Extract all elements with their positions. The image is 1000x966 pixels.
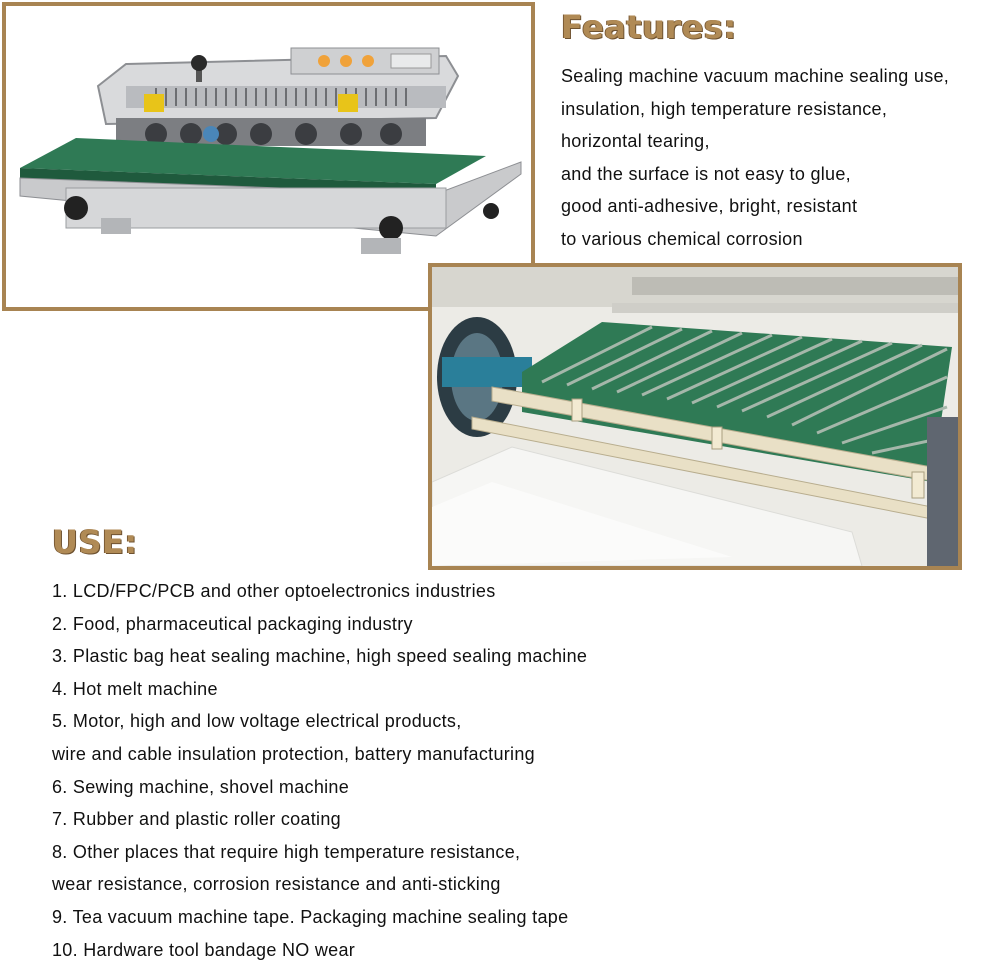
features-line: to various chemical corrosion bbox=[561, 228, 803, 249]
use-list-item: 2. Food, pharmaceutical packaging industry bbox=[52, 613, 413, 634]
use-heading: USE: bbox=[52, 523, 138, 561]
features-line: insulation, high temperature resistance, bbox=[561, 98, 888, 119]
conveyor-illustration bbox=[432, 267, 958, 566]
features-text bbox=[561, 60, 949, 256]
features-line: and the surface is not easy to glue, bbox=[561, 163, 851, 184]
features-line: good anti-adhesive, bright, resistant bbox=[561, 196, 858, 217]
use-list-item: 9. Tea vacuum machine tape. Packaging machine sealing tape bbox=[52, 906, 569, 927]
use-list-item: 6. Sewing machine, shovel machine bbox=[52, 776, 350, 797]
use-list bbox=[52, 575, 587, 966]
use-list-item: 3. Plastic bag heat sealing machine, high speed sealing machine bbox=[52, 646, 588, 667]
sealing-machine-illustration bbox=[6, 6, 531, 307]
use-list-item: 1. LCD/FPC/PCB and other optoelectronics industries bbox=[52, 581, 496, 601]
use-list-item: 5. Motor, high and low voltage electrical products, bbox=[52, 711, 462, 732]
features-line: Sealing machine vacuum machine sealing use, bbox=[561, 66, 950, 86]
use-list-item: wear resistance, corrosion resistance and anti-sticking bbox=[52, 874, 501, 895]
features-heading: Features: bbox=[561, 8, 737, 46]
conveyor-belt-photo bbox=[428, 263, 962, 570]
use-list-item: 7. Rubber and plastic roller coating bbox=[52, 809, 341, 830]
use-list-item: 8. Other places that require high temperature resistance, bbox=[52, 841, 521, 862]
features-line: horizontal tearing, bbox=[561, 131, 710, 152]
use-list-item: 10. Hardware tool bandage NO wear bbox=[52, 939, 356, 960]
use-list-item: wire and cable insulation protection, battery manufacturing bbox=[52, 743, 535, 764]
use-list-item: 4. Hot melt machine bbox=[52, 678, 218, 699]
